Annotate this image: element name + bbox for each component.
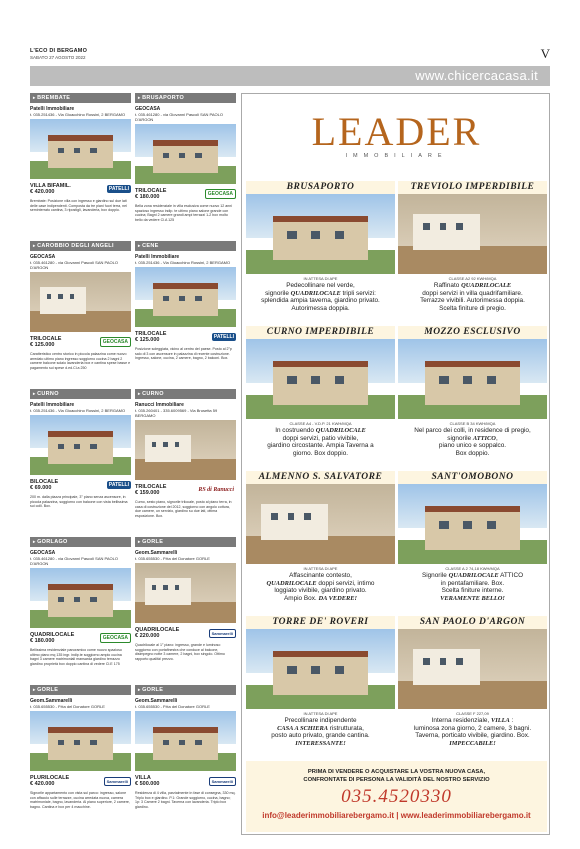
- photo-building: [273, 651, 368, 695]
- photo-window: [163, 585, 168, 590]
- listing-description: Quadrilocale al 1° piano: ingresso, grande e luminoso soggiorno con portafinestra che conduce al balcone, disimpegno notte 3 camere, 2 bagni, box singolo. Ottimo rapporto qualità/ prezzo.: [135, 643, 225, 661]
- description-line: doppi servizi in villa quadrifamiliare.: [422, 289, 523, 297]
- property-description: [246, 716, 395, 747]
- listing-description: Residenza di 4 villa, parzialmente in fase di consegna, 330 mq. Triplo box e giardino. P.1: Grande soggiorno, cucina, bagno; 1p: 3 Camere 2 bagni. Taverna con lavanderia. Triplo box giardino.: [135, 791, 236, 809]
- property-photo: [246, 194, 395, 274]
- listing-card[interactable]: [135, 241, 236, 391]
- photo-window: [163, 442, 168, 447]
- property-description: [398, 571, 547, 602]
- listing-photo: [135, 420, 236, 480]
- energy-class: CLASSE A 2 74,18 KWH/MQA: [445, 566, 500, 571]
- listing-title-row: [135, 187, 236, 201]
- listing-photo: [30, 415, 131, 475]
- photo-building: [413, 214, 480, 250]
- ad-call-to-action: [246, 761, 547, 832]
- photo-window: [179, 740, 185, 745]
- listing-photo: [135, 267, 236, 327]
- description-line: splendida ampia taverna, giardino privato.: [261, 297, 380, 305]
- description-line: Affascinante contesto,: [289, 572, 352, 579]
- cta-line-1: PRIMA DI VENDERE O ACQUISTARE LA VOSTRA NUOVA CASA,: [307, 769, 486, 775]
- photo-window: [456, 223, 463, 230]
- page-number: V: [540, 46, 550, 61]
- listing-title-row: [30, 631, 131, 645]
- property-cell[interactable]: [398, 616, 547, 760]
- highlight-keyword: VERAMENTE BELLO!: [440, 594, 505, 602]
- property-description: [398, 716, 547, 747]
- property-photo: [398, 484, 547, 564]
- description-line: Taverna, porticato vivibile, giardino. Box.: [415, 732, 530, 740]
- photo-window: [439, 521, 449, 529]
- site-url[interactable]: www.chicercacasa.it: [415, 68, 538, 83]
- listing-agency: GEOCASA: [135, 106, 161, 112]
- photo-building: [273, 361, 368, 405]
- listing-price: € 159.000: [135, 490, 160, 496]
- photo-building: [48, 727, 113, 760]
- listing-agency: Ranucci Immobiliare: [135, 402, 184, 408]
- property-photo-scene: [246, 484, 395, 564]
- description-line: [404, 740, 541, 748]
- photo-building: [153, 140, 218, 173]
- listing-type-price: [30, 183, 71, 195]
- photo-window: [74, 148, 80, 153]
- listing-photo: [30, 119, 131, 179]
- photo-window: [439, 376, 449, 384]
- photo-window: [74, 597, 80, 602]
- listing-price: € 125.000: [135, 337, 160, 343]
- property-cell[interactable]: [246, 471, 395, 615]
- masthead: [30, 48, 550, 66]
- issue-date: SABATO 27 AGOSTO 2022: [30, 55, 86, 60]
- description-line: giardino circostante. Ampia Taverna a: [267, 442, 374, 450]
- listing-contact: t. 035.461280 - via Giovanni Pascoli SAN PAOLO D'ARGON: [135, 112, 223, 122]
- description-line: Autorimessa doppia.: [291, 304, 350, 312]
- photo-ground: [398, 681, 547, 709]
- photo-building: [153, 283, 218, 316]
- photo-ground: [135, 459, 236, 480]
- listing-title-row: [135, 483, 236, 497]
- photo-window: [423, 658, 430, 665]
- photo-window: [47, 294, 52, 299]
- photo-window: [195, 740, 201, 745]
- highlight-keyword: QUADRILOCALE: [290, 289, 341, 297]
- listing-photo: [30, 272, 131, 332]
- description-line: Ampio Box. DA VEDERE!: [284, 594, 357, 602]
- photo-window: [58, 597, 64, 602]
- photo-building: [273, 216, 368, 260]
- photo-window: [163, 296, 169, 301]
- highlight-keyword: QUADRILOCALE: [315, 427, 366, 434]
- listing-area: ▸ CENE: [135, 241, 236, 251]
- listing-contact: t. 035.251436 - Via Gioacchino Rossini, 2 BERGAMO: [30, 408, 126, 413]
- photo-window: [288, 513, 295, 520]
- listing-type: TRILOCALE: [30, 336, 62, 342]
- property-photo-scene: [398, 629, 547, 709]
- property-photo: [246, 339, 395, 419]
- listing-area: ▸ GORLE: [30, 685, 131, 695]
- photo-building: [48, 584, 113, 617]
- listing-photo: [30, 711, 131, 771]
- leader-brand-sub: IMMOBILIARE: [345, 153, 448, 159]
- listing-type-price: [30, 775, 69, 787]
- contact-web[interactable]: info@leaderimmobiliarebergamo.it | www.leaderimmobiliarebergamo.it: [262, 811, 531, 820]
- listing-type: VILLA BIFAMIL.: [30, 183, 71, 189]
- listing-card[interactable]: [135, 93, 236, 243]
- description-line: QUADRILOCALE doppi servizi, intimo: [266, 579, 375, 587]
- listing-type-price: [30, 336, 61, 348]
- photo-window: [163, 153, 169, 158]
- listing-agency: Geom.Sammarelli: [135, 698, 178, 704]
- photo-window: [58, 444, 64, 449]
- listing-area: ▸ CURNO: [30, 389, 131, 399]
- listing-card[interactable]: [30, 389, 131, 539]
- description-line: giorno. Box doppio.: [292, 449, 349, 457]
- listing-type: QUADRILOCALE: [30, 632, 75, 638]
- photo-window: [304, 513, 311, 520]
- description-line: Scelta finiture interne.: [441, 587, 504, 595]
- photo-window: [58, 148, 64, 153]
- listing-title-row: [30, 182, 131, 196]
- property-town: TORRE DE' ROVERI: [246, 616, 395, 629]
- agency-logo: PATELLI: [213, 334, 234, 340]
- photo-window: [440, 223, 447, 230]
- description-line: [252, 740, 389, 748]
- listing-description: Bella zona residenziale in villa esclusiva come nuovo 12 anni spazioso ingresso indip. te ultimo piano salone grande con cucina; Bagni 2 camere grandi ampi terrazzi 1-2 box molto bello da vedere Cl.A 125: [135, 204, 233, 222]
- photo-window: [335, 666, 345, 674]
- photo-window: [287, 666, 297, 674]
- photo-building: [48, 431, 113, 464]
- listing-type-price: [30, 479, 58, 491]
- photo-window: [487, 521, 497, 529]
- listing-price: € 125.000: [30, 342, 55, 348]
- agency-logo: GEOCASA: [100, 337, 131, 347]
- photo-window: [58, 740, 64, 745]
- photo-window: [90, 148, 96, 153]
- listing-description: Brembate: Posizione villa con ingresso e giardino sul due lati delle case indipendenti. Composta da tre piani fuori terra, nel seminterrato cantina, 3 ripostigli, lavanderia, box doppio.: [30, 199, 127, 213]
- listing-agency: GEOCASA: [30, 550, 56, 556]
- listing-agency: Patelli Immobiliare: [135, 254, 180, 260]
- photo-window: [163, 740, 169, 745]
- listing-area: ▸ GORLE: [135, 685, 236, 695]
- listing-price: € 500.000: [135, 781, 160, 787]
- listing-title-row: [30, 335, 131, 349]
- highlight-keyword: ATTICO: [472, 434, 496, 442]
- property-town: SANT'OMOBONO: [398, 471, 547, 484]
- highlight-keyword: CASA A SCHIERA: [277, 724, 329, 732]
- property-photo: [246, 484, 395, 564]
- photo-ground: [135, 602, 236, 623]
- property-town: MOZZO ESCLUSIVO: [398, 326, 547, 339]
- photo-building: [425, 361, 520, 405]
- highlight-keyword: IMPECCABILE!: [449, 739, 496, 747]
- listing-description: Caratteristico centro storico in piccola palazzina come nuovo arredato ultimo piano ingresso soggiorno cucina 2 bagni 2 camere balcone solaio lavanderia box e cantina spese basse e pagamento sui spese d.ed.Cl.a 250: [30, 352, 131, 370]
- energy-class: CLASSE B 34 KWH/MQA: [449, 421, 496, 426]
- listing-price: € 220.000: [135, 633, 160, 639]
- agency-logo: Sammarelli: [104, 777, 131, 786]
- property-description: [398, 426, 547, 457]
- newspaper-name: L'ECO DI BERGAMO: [30, 48, 88, 54]
- listing-contact: t. 035.251436 - Via Gioacchino Rossini, 2 BERGAMO: [30, 112, 126, 117]
- photo-window: [179, 153, 185, 158]
- cta-line-2: CONFRONTATE DI PERSONA LA VALIDITÀ DEL NOSTRO SERVIZIO: [303, 777, 490, 783]
- description-line: Interna residenziale, VILLA :: [431, 717, 514, 724]
- listing-type: BILOCALE: [30, 479, 59, 485]
- property-grid: [246, 181, 547, 761]
- agency-logo: Sammarelli: [209, 777, 236, 786]
- energy-class: CLASSE A4 - V.D.P. 21 KWH/MQA: [289, 421, 352, 426]
- property-photo-scene: [398, 339, 547, 419]
- property-town: TREVIOLO IMPERDIBILE: [398, 181, 547, 194]
- listing-card[interactable]: [135, 389, 236, 539]
- property-photo: [398, 629, 547, 709]
- description-line: loggiato vivibile, giardino privato.: [274, 587, 367, 595]
- photo-window: [423, 223, 430, 230]
- agency-logo: PATELLI: [108, 482, 129, 488]
- agency-logo: GEOCASA: [100, 633, 131, 643]
- photo-window: [74, 444, 80, 449]
- energy-class: IN ATTESA DI APE: [303, 711, 338, 716]
- listing-title-row: [30, 478, 131, 492]
- photo-window: [195, 153, 201, 158]
- property-description: [246, 571, 395, 602]
- description-line: Signorile QUADRILOCALE ATTICO: [421, 572, 524, 579]
- agency-logo: Sammarelli: [209, 629, 236, 638]
- listing-description: Posizione soleggiata, vicino al centro del paese. Posto al 2°p salo di 3 con ascensore in palazzina di recente costruzione. Ingresso, salone, cucina, 2 camere, bagno, 2 balconi. Box.: [135, 347, 232, 361]
- photo-building: [145, 578, 190, 605]
- photo-building: [48, 135, 113, 168]
- property-town: BRUSAPORTO: [246, 181, 395, 194]
- listing-description: Signorile appartamento con vista sul parco: ingresso, salone con affaccio sulle terrazze, cucina arredata nuova, camera matrimoniale, bagno, lavanderia. Al piano superiore, 2 camere, bagno. Cantina e box per 4 macchine.: [30, 791, 130, 809]
- listing-type: PLURILOCALE: [30, 775, 70, 781]
- description-line: Nel parco dei colli, in residence di pregio,: [414, 427, 531, 434]
- photo-building: [261, 504, 328, 540]
- description-line: Terrazze vivibili. Autorimessa doppia.: [420, 297, 525, 305]
- description-line: Precollinare indipendente: [284, 717, 357, 724]
- listing-agency: Geom.Sammarelli: [135, 550, 178, 556]
- listing-type-price: [135, 775, 159, 787]
- photo-window: [195, 296, 201, 301]
- photo-ground: [246, 536, 395, 564]
- property-cell[interactable]: [246, 616, 395, 760]
- photo-window: [58, 294, 63, 299]
- photo-ground: [30, 311, 131, 332]
- listing-contact: t. 035.461280 - via Giovanni Pascoli SAN PAOLO D'ARGON: [30, 556, 118, 566]
- description-line: In costruendo QUADRILOCALE: [275, 427, 366, 434]
- highlight-keyword: QUADRILOCALE: [266, 579, 317, 587]
- photo-window: [152, 585, 157, 590]
- listing-description: 200 m. dalla piazza principale, 3° piano senza ascensore, in piccola palazzina, soggiorno con balcone con vista bellissima sui colli. Box.: [30, 495, 128, 509]
- highlight-keyword: DA VEDERE!: [318, 594, 357, 602]
- listing-title-row: [30, 774, 131, 788]
- listing-contact: t. 035.655530 - P.tta del Donatore GORLE: [30, 704, 105, 709]
- listing-area: ▸ GORLAGO: [30, 537, 131, 547]
- description-line: luminosa zona giorno, 2 camere, 3 bagni.: [413, 724, 532, 732]
- description-line: [404, 595, 541, 603]
- description-line: piano unico e soppalco.: [438, 442, 507, 450]
- listing-type-price: [135, 331, 166, 343]
- listing-description: Curno, sesto piano, signorile trilocale, posto al piano terra, in casa di costruzione del 2012, soggiorno con angolo cottura, due camere, un servizio, giardino su due lati, ottima esposizione. Box.: [135, 500, 232, 518]
- listing-card[interactable]: [135, 685, 236, 835]
- description-line: doppi servizi, patio vivibile,: [282, 434, 359, 442]
- photo-window: [70, 294, 75, 299]
- listings-column: [30, 93, 236, 835]
- leader-brand: LEADER: [311, 109, 482, 154]
- energy-class: IN ATTESA DI APE: [303, 276, 338, 281]
- property-cell[interactable]: [398, 326, 547, 470]
- listing-type: QUADRILOCALE: [135, 627, 180, 633]
- photo-window: [271, 513, 278, 520]
- listing-area: ▸ CAROBBIO DEGLI ANGELI: [30, 241, 131, 251]
- property-description: [398, 281, 547, 312]
- listing-photo: [30, 568, 131, 628]
- photo-window: [463, 376, 473, 384]
- listing-card[interactable]: [135, 537, 236, 687]
- photo-window: [463, 521, 473, 529]
- property-photo-scene: [246, 194, 395, 274]
- property-cell[interactable]: [398, 181, 547, 325]
- highlight-keyword: VILLA: [490, 717, 510, 724]
- property-cell[interactable]: [246, 181, 395, 325]
- photo-building: [413, 649, 480, 685]
- property-cell[interactable]: [398, 471, 547, 615]
- photo-window: [152, 442, 157, 447]
- photo-window: [287, 231, 297, 239]
- listing-price: € 180.000: [30, 638, 55, 644]
- photo-window: [335, 376, 345, 384]
- photo-window: [487, 376, 497, 384]
- property-description: [246, 426, 395, 457]
- listing-card[interactable]: [30, 93, 131, 243]
- listing-type: VILLA: [135, 775, 151, 781]
- listing-area: ▸ GORLE: [135, 537, 236, 547]
- property-photo: [398, 194, 547, 274]
- leader-logo: [242, 108, 551, 159]
- listing-description: Bellissima residenziale panoramico come nuovo spazioso ultimo piano mq 135 ingr. indip.te soggiorno ampio cucina bagni 3 camere matrimoniali mansarda giardino terrazzo giardino proprietà box doppio cantina di vedere Cl.E 175: [30, 648, 122, 666]
- agency-logo: PATELLI: [108, 186, 129, 192]
- highlight-keyword: QUADRILOCALE: [448, 572, 499, 579]
- listing-agency: Geom.Sammarelli: [30, 698, 73, 704]
- photo-window: [287, 376, 297, 384]
- property-photo: [246, 629, 395, 709]
- listing-card[interactable]: [30, 685, 131, 835]
- listing-contact: t. 035.655530 - P.tta del Donatore GORLE: [135, 556, 210, 561]
- listing-agency: GEOCASA: [30, 254, 56, 260]
- listing-contact: t. 035.461280 - via Giovanni Pascoli SAN PAOLO D'ARGON: [30, 260, 118, 270]
- phone-number[interactable]: 035.4520330: [341, 786, 452, 807]
- photo-window: [440, 658, 447, 665]
- listing-area: ▸ BREMBATE: [30, 93, 131, 103]
- listing-contact: t. 035.251436 - Via Gioacchino Rossini, 2 BERGAMO: [135, 260, 231, 265]
- energy-class: CLASSE F 227,09: [456, 711, 489, 716]
- photo-building: [425, 506, 520, 550]
- property-town: CURNO IMPERDIBILE: [246, 326, 395, 339]
- photo-window: [175, 442, 180, 447]
- listing-type-price: [135, 188, 166, 200]
- photo-building: [153, 727, 218, 760]
- photo-window: [311, 666, 321, 674]
- listing-price: € 180.000: [135, 194, 160, 200]
- photo-window: [335, 231, 345, 239]
- highlight-keyword: QUADRILOCALE: [461, 282, 512, 289]
- listing-photo: [135, 563, 236, 623]
- listing-card[interactable]: [30, 537, 131, 687]
- description-line: Raffinato QUADRILOCALE: [433, 282, 512, 289]
- listing-type-price: [135, 627, 179, 639]
- photo-window: [311, 376, 321, 384]
- photo-window: [90, 444, 96, 449]
- listing-title-row: [135, 330, 236, 344]
- photo-window: [311, 231, 321, 239]
- property-town: ALMENNO S. SALVATORE: [246, 471, 395, 484]
- property-description: [246, 281, 395, 312]
- description-line: CASA A SCHIERA ristrutturata,: [277, 724, 364, 732]
- property-photo: [398, 339, 547, 419]
- listing-card[interactable]: [30, 241, 131, 391]
- listing-type-price: [135, 484, 166, 496]
- property-photo-scene: [398, 194, 547, 274]
- photo-window: [90, 740, 96, 745]
- listing-photo: [135, 711, 236, 771]
- description-line: in pentafamiliare. Box.: [440, 579, 505, 587]
- listing-type: TRILOCALE: [135, 188, 167, 194]
- photo-building: [145, 435, 190, 462]
- listing-contact: t. 035.260401 - 335.6009569 - Via Brusetta 59 BERGAMO: [135, 408, 218, 418]
- listing-type-price: [30, 632, 74, 644]
- photo-window: [90, 597, 96, 602]
- energy-class: IN ATTESA DI APE: [303, 566, 338, 571]
- listing-price: € 69.000: [30, 485, 52, 491]
- listing-title-row: [135, 626, 236, 640]
- listing-agency: Patelli Immobiliare: [30, 402, 75, 408]
- description-line: signorile ATTICO,: [447, 434, 498, 442]
- listing-agency: Patelli Immobiliare: [30, 106, 75, 112]
- energy-class: CLASSE A2 92 KWH/MQA: [448, 276, 497, 281]
- description-line: signorile QUADRILOCALE tripli servizi:: [265, 289, 376, 297]
- photo-window: [456, 658, 463, 665]
- property-photo-scene: [246, 339, 395, 419]
- listing-price: € 420.000: [30, 189, 55, 195]
- description-line: Scelta finiture di pregio.: [439, 304, 506, 312]
- photo-window: [74, 740, 80, 745]
- agency-logo: GEOCASA: [205, 189, 236, 199]
- property-photo-scene: [398, 484, 547, 564]
- listing-type: TRILOCALE: [135, 331, 167, 337]
- listing-contact: t. 035.655530 - P.tta del Donatore GORLE: [135, 704, 210, 709]
- listing-photo: [135, 124, 236, 184]
- description-line: posto auto privato, grande cantina.: [271, 732, 370, 740]
- property-town: SAN PAOLO D'ARGON: [398, 616, 547, 629]
- description-line: Pedecollinare nel verde,: [286, 282, 355, 289]
- property-photo-scene: [246, 629, 395, 709]
- listing-area: ▸ CURNO: [135, 389, 236, 399]
- highlight-keyword: INTERESSANTE!: [295, 739, 346, 747]
- photo-window: [175, 585, 180, 590]
- description-line: Box doppio.: [455, 449, 490, 457]
- leader-ad: [241, 93, 550, 835]
- photo-building: [40, 287, 85, 314]
- property-cell[interactable]: [246, 326, 395, 470]
- photo-window: [179, 296, 185, 301]
- listing-price: € 420.000: [30, 781, 55, 787]
- site-banner: [30, 66, 550, 86]
- listing-type: TRILOCALE: [135, 484, 167, 490]
- listing-title-row: [135, 774, 236, 788]
- photo-ground: [398, 246, 547, 274]
- listing-area: ▸ BRUSAPORTO: [135, 93, 236, 103]
- agency-logo: RS di Ranucci: [198, 487, 234, 493]
